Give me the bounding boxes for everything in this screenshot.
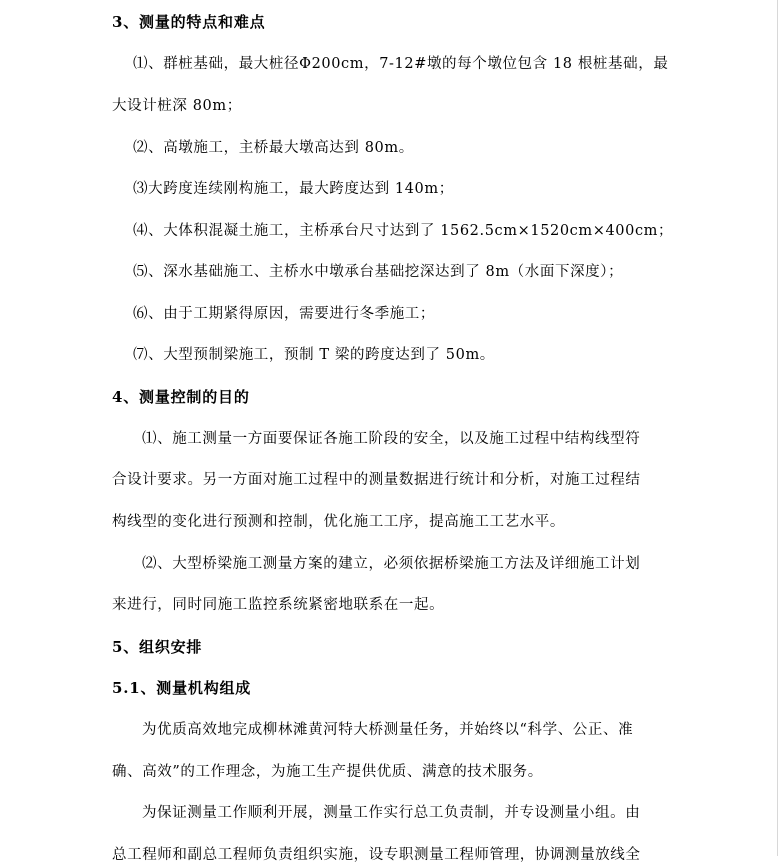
para-4-line-1: 为保证测量工作顺利开展，测量工作实行总工负责制，并专设测量小组。由 xyxy=(142,805,641,821)
section-3-heading: 3、测量的特点和难点 xyxy=(112,13,266,31)
para-4-line-2: 总工程师和副总工程师负责组织实施，设专职测量工程师管理，协调测量放线全 xyxy=(112,847,641,863)
item-7: ⑺、大型预制梁施工，预制 T 梁的跨度达到了 50m。 xyxy=(133,347,495,363)
para-1-line-3: 构线型的变化进行预测和控制，优化施工工序，提高施工工艺水平。 xyxy=(112,514,565,530)
item-1-line-2: 大设计桩深 80m； xyxy=(112,98,242,114)
section-5-heading: 5、组织安排 xyxy=(112,638,203,656)
para-2-line-2: 来进行，同时同施工监控系统紧密地联系在一起。 xyxy=(112,597,445,613)
section-5-1-heading: 5.1、测量机构组成 xyxy=(112,679,252,697)
section-4-heading: 4、测量控制的目的 xyxy=(112,388,250,406)
para-1-line-1: ⑴、施工测量一方面要保证各施工阶段的安全，以及施工过程中结构线型符 xyxy=(142,431,641,447)
item-4: ⑷、大体积混凝土施工，主桥承台尺寸达到了 1562.5cm×1520cm×400cm； xyxy=(133,223,674,239)
para-2-line-1: ⑵、大型桥梁施工测量方案的建立，必须依据桥梁施工方法及详细施工计划 xyxy=(142,556,641,572)
para-3-line-1: 为优质高效地完成柳林滩黄河特大桥测量任务，并始终以“科学、公正、准 xyxy=(142,722,634,738)
item-2: ⑵、高墩施工，主桥最大墩高达到 80m。 xyxy=(133,140,414,156)
item-5: ⑸、深水基础施工、主桥水中墩承台基础挖深达到了 8m（水面下深度）； xyxy=(133,264,624,280)
item-1-line-1: ⑴、群桩基础，最大桩径Φ200cm，7-12#墩的每个墩位包含 18 根桩基础，最 xyxy=(133,56,669,72)
item-3: ⑶大跨度连续刚构施工，最大跨度达到 140m； xyxy=(133,181,454,197)
para-3-line-2: 确、高效”的工作理念，为施工生产提供优质、满意的技术服务。 xyxy=(112,764,543,780)
item-6: ⑹、由于工期紧得原因，需要进行冬季施工； xyxy=(133,306,435,322)
para-1-line-2: 合设计要求。另一方面对施工过程中的测量数据进行统计和分析，对施工过程结 xyxy=(112,472,641,488)
